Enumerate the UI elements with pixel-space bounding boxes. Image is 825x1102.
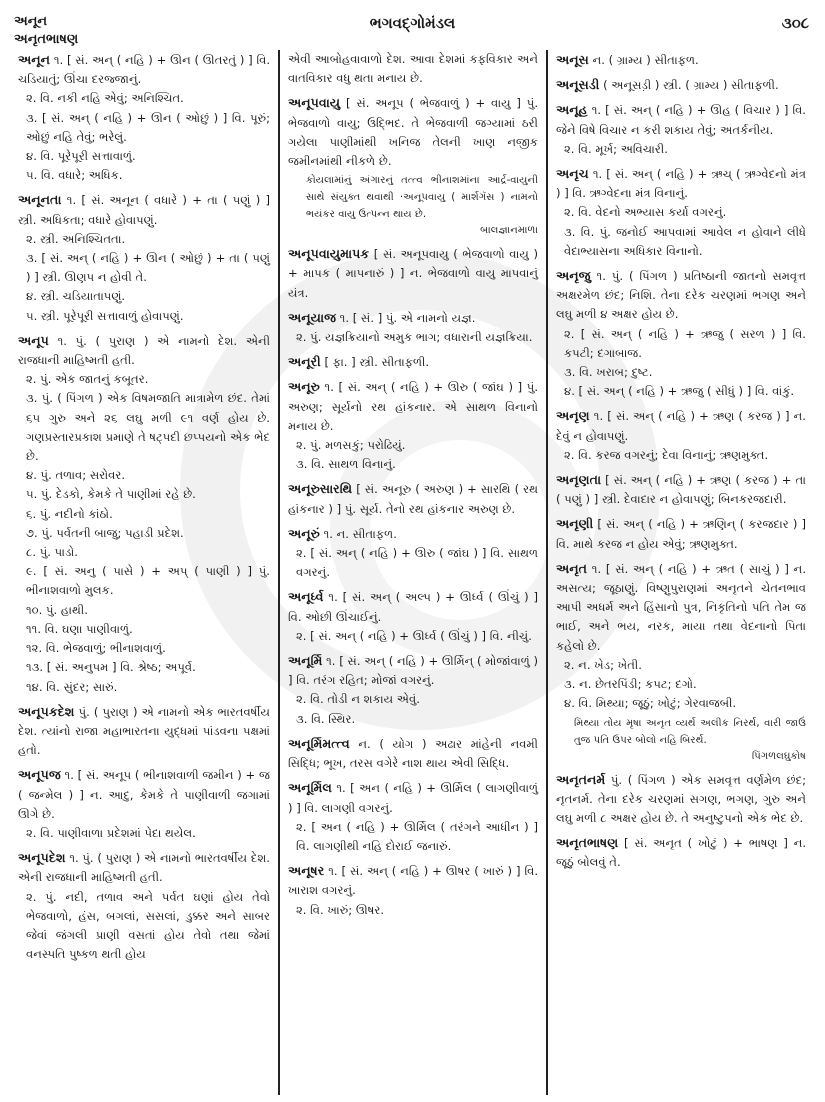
sense-text: ૩. વિ. પું. જનોઈ આપવામાં આવેલ ન હોવાને લીધે વેદાભ્યાસના અધિકાર વિનાનો. xyxy=(564,224,806,258)
sense-text: ૧. [ સં. અન્ ( નહિ ) + ઋચ્ ( ઋગ્વેદનો મંત્ર ) ] વિ. ઋગ્વેદના મંત્ર વિનાનું. xyxy=(556,167,806,201)
entry-headword: અનૂરી xyxy=(288,354,321,370)
sense-text: ૧. [ સં. અન્ ( નહિ ) + ઋત ( સાચું ) ] ન. અસત્ય; જૂઠાણું. વિષ્ણુપુરાણમાં અનૃતને ચેતનભાવ આપી અધર્મ અને હિંસાનો પુત્ર, નિકૃતિનો પતિ તેમ જ ભાઈ, અને ભય, નરક, માયા તથા વેદનાનો પિતા કહેલો છે. xyxy=(556,561,807,653)
sense-text: ન. ( યોગ ) અઢાર માંહેની નવમી સિદ્ધિ; ભૂખ, તરસ વગેરે નાશ થાય એવી સિદ્ધિ. xyxy=(288,736,538,771)
citation-quote: મિથ્યા તોય મૃષા અનૃત વ્યર્થ અલીક નિરર્થ, વારી જાઉં તુજ પતિ ઉપર બોલો નહિ બિરર્થ. xyxy=(574,717,806,746)
entry-sense xyxy=(18,824,270,843)
entry-sense xyxy=(18,287,270,306)
sense-text: ( અનૂસડ઼ી ) સ્ત્રી. ( ગ્રામ્ય ) સીતાફળી. xyxy=(603,78,779,93)
sense-text: [ સં. અનૃત ( ખોટું ) + ભાષણ ] ન. જૂઠું બોલવું તે. xyxy=(556,836,807,870)
sense-text: ૨. પું. નદી, તળાવ અને પર્વત ઘણાં હોય તેવો ભેજવાળો, હંસ, બગલાં, સસલાં, ડુક્કર અને સાબર જેવાં જંગલી પ્રાણી વસતાં હોય તેવો તથા જેમાં વનસ્પતિ પુષ્કળ થતી હોય xyxy=(26,889,270,962)
entry-sense xyxy=(288,352,538,372)
citation-source: બાલજ્ઞાનમાળા xyxy=(480,225,538,237)
dictionary-columns xyxy=(10,50,815,1095)
entry-sense xyxy=(288,778,538,817)
dictionary-entry xyxy=(288,93,538,239)
entry-sense xyxy=(556,446,806,465)
dictionary-entry xyxy=(288,861,538,920)
sense-text: ૨. સ્ત્રી. અનિશ્ચિતતા. xyxy=(26,231,126,246)
sense-text: ૨. વિ. નકી નહિ એવું; અનિશ્ચિત. xyxy=(26,91,184,106)
entry-headword: અનૂષર xyxy=(288,863,325,879)
entry-headword: અનૂપદેશ xyxy=(18,850,66,866)
dictionary-entry xyxy=(556,833,806,872)
sense-text: ૬. પું. નદીનો કાંઠો. xyxy=(26,506,113,521)
sense-text: ૧. [ સં. અન્ ( નહિ ) + ઊન ( ઊતરતું ) ] વિ. ચડિયાતું; ઊંચા દરજ્જાનું. xyxy=(18,53,271,87)
entry-sense xyxy=(288,455,538,474)
sense-text: ૪. વિ. મિથ્યા; જૂઠું; ખોટું; ગેરવાજબી. xyxy=(564,696,737,711)
entry-headword: અનૂર્મિમત્ત્વ xyxy=(288,735,350,751)
column-right xyxy=(546,50,814,1095)
entry-sense xyxy=(18,166,270,185)
sense-text: એવી આબોહવાવાળો દેશ. આવા દેશમાં કફવિકાર અને વાતવિકાર વધુ થતા મનાય છે. xyxy=(288,52,538,86)
entry-sense xyxy=(288,627,538,646)
entry-headword: અનૃચ xyxy=(556,166,589,182)
sense-text: ૧. [ સં. અનૂપ ( ભીનાશવાળી જમીન ) + જ ( જન્મેલ ) ] ન. આદુ, કેમકે તે પાણીવાળી જગામાં ઊગે છે. xyxy=(18,768,270,821)
entry-sense xyxy=(556,363,806,382)
entry-sense xyxy=(18,620,270,639)
dictionary-entry xyxy=(556,770,806,829)
entry-headword: અનૂપ xyxy=(18,332,49,348)
entry-sense xyxy=(18,888,270,965)
sense-text: [ સં. અન્ ( નહિ ) + ઋણિન્ ( કરજદાર ) ] વિ. માથે કરજ ન હોય એવું; ઋણમુક્ત. xyxy=(556,517,806,551)
sense-text: ૨. પું. એક જાતનું કબૂતર. xyxy=(26,372,149,387)
sense-text: ૩. વિ. સાથળ વિનાનું. xyxy=(296,457,396,472)
entry-sense xyxy=(288,710,538,729)
entry-sense xyxy=(288,308,538,328)
dictionary-entry xyxy=(556,514,806,553)
sense-text: ૨. પું. યજ્ઞક્રિયાનો અમુક ભાગ; વધારાની યજ્ઞક્રિયા. xyxy=(296,330,533,345)
page-number: ૩૦૮ xyxy=(781,14,809,32)
entry-sense xyxy=(556,694,806,713)
entry-sense xyxy=(288,690,538,709)
sense-text: [ ફા. ] સ્ત્રી. સીતાફળી. xyxy=(324,355,430,370)
entry-sense xyxy=(288,93,538,171)
entry-sense xyxy=(556,470,806,509)
sense-text: [ સં. અનૂરુ ( અરુણ ) + સારથિ ( રથ હાંકનાર ) ] પું. સૂર્ય. તેનો રથ હાંકનાર અરુણ છે. xyxy=(288,482,538,516)
dictionary-entry xyxy=(556,75,806,95)
entry-sense xyxy=(288,544,538,582)
entry-sense xyxy=(288,901,538,920)
dictionary-entry xyxy=(288,651,538,729)
sense-text: ૧૪. વિ. સુંદર; સારું. xyxy=(26,679,118,694)
entry-headword: અનૃણી xyxy=(556,516,594,532)
sense-text: ન. ( ગ્રામ્ય ) સીતાફળ. xyxy=(592,53,699,67)
entry-sense xyxy=(18,307,270,326)
entry-sense xyxy=(556,406,806,445)
entry-headword: અનૂનતા xyxy=(18,192,62,208)
citation-quote: કોયલામાંનું અંગારનું તત્ત્વ ભીનાશમાંના આર્દ્ર-વાયુની સાથે સંયુક્ત થવાથી ·અનૂપવાયુ ( માર્શગૅસ ) નામનો ભયંકર વાયુ ઉત્પન્ન થાય છે. xyxy=(306,175,538,221)
entry-sense xyxy=(556,833,806,872)
entry-sense xyxy=(18,658,270,677)
dictionary-entry xyxy=(288,244,538,303)
entry-headword: અનૂહ xyxy=(556,102,588,118)
sense-text: ૨. વિ. મૂર્ખ; અવિચારી. xyxy=(564,141,668,156)
entry-sense xyxy=(288,50,538,88)
entry-sense xyxy=(18,848,270,887)
sense-text: ૧. [ સં. અન્ ( અલ્પ ) + ઊર્ધ્વ ( ઊંચું ) ] વિ. ઓછી ઊંચાઈનું. xyxy=(288,590,538,624)
sense-text: ૧. [ સં. અન્ ( નહિ ) + ઊરુ ( જાંઘ ) ] પું. અરુણ; સૂર્યનો રથ હાંકનાર. એ સાથળ વિનાનો મનાય છે. xyxy=(288,380,539,433)
entry-sense xyxy=(18,331,270,370)
entry-headword: અનૂર્મિલ xyxy=(288,780,332,796)
entry-sense xyxy=(288,818,538,856)
entry-sense xyxy=(288,734,538,773)
entry-headword: અનૂરું xyxy=(288,525,320,541)
sense-text: ૧૩. [ સં. અનુપમ ] વિ. શ્રેષ્ઠ; અપૂર્વ. xyxy=(26,660,196,675)
sense-text: ૩. [ સં. અન્ ( નહિ ) + ઊન ( ઓછું ) + તા ( પણું ) ] સ્ત્રી. ઊણપ ન હોવી તે. xyxy=(26,251,270,285)
sense-text: ૨. [ સં. અન્ ( નહિ ) + ઊર્ધ્વ ( ઊંચું ) ] વિ. નીચું. xyxy=(296,628,532,643)
sense-text: ૩. પું. ( પિંગળ ) એક વિષમજાતિ માત્રામેળ છંદ. તેમાં ૬૫ ગુરુ અને ૨૬ લઘુ મળી ૯૧ વર્ણ હોય છે. ગણપ્રસ્તારપ્રકાશ પ્રમાણે તે ષટ્પદી છપ્પયનો એક ભેદ છે. xyxy=(26,391,270,464)
entry-headword: અનૂપકદેશ xyxy=(18,703,75,719)
sense-text: ૭. પું. પર્વતની બાજુ; પહાડી પ્રદેશ. xyxy=(26,525,184,540)
entry-sense xyxy=(18,505,270,524)
dictionary-entry xyxy=(288,587,538,646)
sense-text: ૨. ન. ખેડ; ખેતી. xyxy=(564,657,642,672)
entry-sense xyxy=(556,325,806,363)
column-left xyxy=(10,50,278,1095)
sense-text: ૪. પું. તળાવ; સરોવર. xyxy=(26,468,126,483)
sense-text: ૫. સ્ત્રી. પૂરેપૂરી સત્તાવાળું હોવાપણું. xyxy=(26,308,184,323)
sense-text: ૧૦. પું. હાથી. xyxy=(26,602,88,617)
entry-sense xyxy=(18,89,270,108)
citation-source: પિંગળલઘુકોષ xyxy=(751,750,806,762)
dictionary-entry xyxy=(288,377,538,474)
sense-text: ૧. [ અન ( નહિ ) + ઊર્મિલ ( લાગણીવાળું ) ] વિ. લાગણી વગરનું. xyxy=(288,781,538,815)
dictionary-entry xyxy=(288,308,538,347)
entry-sense xyxy=(18,147,270,166)
entry-sense xyxy=(18,230,270,249)
sense-text: ૨. વિ. કરજ વગરનું; દેવા વિનાનું; ઋણમુક્ત. xyxy=(564,447,769,462)
sense-text: ૫. પું. દેડકો, કેમકે તે પાણીમાં રહે છે. xyxy=(26,487,196,502)
sense-text: ૨. વિ. ખારું; ઊષર. xyxy=(296,902,384,917)
entry-sense xyxy=(556,382,806,401)
entry-sense xyxy=(18,702,270,761)
sense-text: ૧. [ સં. અન્ ( નહિ ) + ઊર્મિન્ ( મોજાંવાળું ) ] વિ. તરંગ રહિત; મોજાં વગરનું. xyxy=(288,654,539,688)
sense-text: ૩. વિ. ખરાબ; દુષ્ટ. xyxy=(564,365,653,380)
sense-text: ૧. [ સં. અન્ ( નહિ ) + ઊહ ( વિચાર ) ] વિ. જેને વિષે વિચાર ન કરી શકાય તેવું; અતર્કનીય. xyxy=(556,103,806,137)
entry-sense xyxy=(288,328,538,347)
entry-sense xyxy=(556,559,806,656)
entry-sense xyxy=(288,524,538,544)
sense-text: ૪. સ્ત્રી. ચડિયાતાપણું. xyxy=(26,289,126,304)
sense-text: ૪. વિ. પૂરેપૂરી સત્તાવાળું. xyxy=(26,149,136,164)
dictionary-entry xyxy=(18,702,270,761)
entry-headword: અનૂરુ xyxy=(288,379,320,395)
entry-headword: અનૂરુસારથિ xyxy=(288,481,353,497)
entry-sense xyxy=(18,765,270,824)
dictionary-entry xyxy=(556,406,806,465)
entry-headword: અનૂપવાયુ xyxy=(288,95,341,111)
entry-sense xyxy=(18,524,270,543)
dictionary-entry xyxy=(288,479,538,518)
entry-sense xyxy=(288,651,538,690)
entry-sense xyxy=(18,639,270,658)
sense-text: ૨. [ સં. અન્ ( નહિ ) + ઋજુ ( સરળ ) ] વિ. કપટી; દગાબાજ. xyxy=(564,326,806,360)
entry-sense xyxy=(556,140,806,159)
sense-text: ૧. [ સં. અનૂન ( વધારે ) + તા ( પણું ) ] સ્ત્રી. અધિકતા; વધારે હોવાપણું. xyxy=(18,193,271,227)
dictionary-entry xyxy=(556,100,806,159)
entry-sense xyxy=(288,244,538,303)
sense-text: [ સં. અનૂપ ( ભેજવાળું ) + વાયુ ] પું. ભેજવાળો વાયુ; ઉદ્ભિદ. તે ભેજવાળી જગ્યામાં ઠરી ગયેલા પાણીમાંથી ખનિજ તેલની ખાણ નજીક જમીનમાંથી નીકળે છે. xyxy=(288,96,539,169)
entry-sense xyxy=(288,377,538,436)
entry-sense xyxy=(18,249,270,287)
sense-text: પું. ( પિંગળ ) એક સમવૃત્ત વર્ણમેળ છંદ; નૃતનર્મ. તેના દરેક ચરણમાં સગણ, ભગણ, ગુરુ અને લઘુ મળી ૮ અક્ષર હોય છે. તે અનુષ્ટુપનો એક ભેદ છે. xyxy=(556,772,806,825)
dictionary-entry xyxy=(288,734,538,773)
dictionary-entry xyxy=(556,470,806,509)
book-title: ભગવદ્ગોમંડલ xyxy=(369,14,456,32)
dictionary-entry xyxy=(556,266,806,401)
entry-sense xyxy=(18,466,270,485)
entry-sense xyxy=(556,203,806,222)
sense-text: ૯. [ સં. અનુ ( પાસે ) + અપ્ ( પાણી ) ] પું. ભીનાશવાળો મુલક. xyxy=(26,564,270,598)
sense-text: ૩. ન. છેતરપિંડી; કપટ; દગો. xyxy=(564,677,697,692)
entry-sense xyxy=(556,164,806,203)
entry-sense xyxy=(18,678,270,697)
sense-text: ૧. [ સં. ] પું. એ નામનો યજ્ઞ. xyxy=(339,310,476,325)
sense-text: ૩. [ સં. અન્ ( નહિ ) + ઊન ( ઓછું ) ] વિ. પૂરું; ઓછું નહિ તેવું; ભરેલું. xyxy=(26,110,270,144)
dictionary-entry xyxy=(18,331,270,697)
entry-sense xyxy=(288,436,538,455)
entry-sense xyxy=(556,514,806,553)
sense-text: ૧. ન. સીતાફળ. xyxy=(323,526,397,541)
entry-sense xyxy=(288,587,538,626)
entry-sense xyxy=(556,100,806,139)
page-header xyxy=(0,8,825,50)
dictionary-entry xyxy=(288,50,538,88)
sense-text: ૧. પું. ( પુરાણ ) એ નામનો દેશ. એની રાજધાની માહિષ્મતી હતી. xyxy=(18,333,271,368)
entry-sense xyxy=(288,861,538,900)
entry-sense xyxy=(18,601,270,620)
guide-word-first: અનૂન xyxy=(14,14,48,29)
sense-text: ૨. પું. મળસકું; પરોઢિયું. xyxy=(296,438,406,453)
dictionary-entry xyxy=(18,50,270,185)
sense-text: ૫. વિ. વધારે; અધિક. xyxy=(26,168,123,183)
dictionary-entry xyxy=(18,190,270,325)
entry-headword: અનૂપવાયુમાપક xyxy=(288,246,370,262)
sense-text: પું. ( પુરાણ ) એ નામનો એક ભારતવર્ષીય દેશ. ત્યાંનો રાજા મહાભારતના યુદ્ધમાં પાંડવના પક્ષમાં હતો. xyxy=(18,704,270,758)
sense-text: ૨. વિ. તોડી ન શકાય એવું. xyxy=(296,692,420,707)
sense-text: ૧૨. વિ. ભેજવાળું; ભીનાશવાળું. xyxy=(26,641,166,656)
sense-text: ૧૧. વિ. ઘણા પાણીવાળું. xyxy=(26,621,133,636)
entry-sense xyxy=(18,50,270,89)
entry-headword: અનૂસડી xyxy=(556,77,600,93)
entry-headword: અનૂર્મિ xyxy=(288,653,323,669)
entry-headword: અનૂયાજ xyxy=(288,309,336,325)
entry-sense xyxy=(556,675,806,694)
dictionary-entry xyxy=(18,848,270,964)
entry-sense xyxy=(18,109,270,147)
sense-text: ૮. પું. પાડો. xyxy=(26,545,78,560)
dictionary-entry xyxy=(556,164,806,261)
entry-sense xyxy=(556,770,806,829)
entry-headword: અનૃતનર્મ xyxy=(556,771,606,787)
entry-headword: અનૃતભાષણ xyxy=(556,835,619,851)
dictionary-entry xyxy=(556,559,806,765)
dictionary-entry xyxy=(288,778,538,856)
entry-headword: અનૃત xyxy=(556,560,588,576)
entry-headword: અનૂસ xyxy=(556,52,589,67)
entry-sense xyxy=(288,479,538,518)
sense-text: ૧. [ સં. અન્ ( નહિ ) + ઊષર ( ખારું ) ] વિ. ખારાશ વગરનું. xyxy=(288,864,539,898)
entry-sense xyxy=(556,223,806,261)
entry-sense xyxy=(18,562,270,600)
sense-text: ૨. વિ. વેદનો અભ્યાસ કર્યા વગરનું. xyxy=(564,205,727,220)
entry-sense xyxy=(18,543,270,562)
entry-headword: અનૃણ xyxy=(556,408,590,424)
entry-sense xyxy=(556,266,806,325)
entry-headword: અનૂર્ધ્વ xyxy=(288,589,324,605)
entry-sense xyxy=(18,485,270,504)
entry-headword: અનૂપજ xyxy=(18,767,61,783)
sense-text: ૨. [ અન ( નહિ ) + ઊર્મિલ ( તરંગને આધીન ) ] વિ. લાગણીથી નહિ દોરાઈ જનારું. xyxy=(296,819,538,853)
sense-text: ૧. [ સં. અન્ ( નહિ ) + ઋણ ( કરજ ) ] ન. દેવું ન હોવાપણું. xyxy=(556,409,806,443)
entry-headword: અનૂન xyxy=(18,52,51,67)
guide-word-last: અનૃતભાષણ xyxy=(14,32,79,47)
entry-sense xyxy=(556,75,806,95)
entry-sense xyxy=(18,389,270,466)
dictionary-entry xyxy=(556,50,806,70)
sense-text: [ સં. અનૂપવાયુ ( ભેજવાળો વાયુ ) + માપક ( માપનારું ) ] ન. ભેજવાળો વાયુ માપવાનું યંત્ર. xyxy=(288,247,538,300)
dictionary-entry xyxy=(288,352,538,372)
sense-text: ૧. પું. ( પિંગળ ) પ્રતિષ્ઠાની જાતનો સમવૃત્ત અક્ષરમેળ છંદ; નિશિ. તેના દરેક ચરણમાં ભગણ અને લઘુ મળી ૪ અક્ષર હોય છે. xyxy=(556,269,806,322)
sense-text: ૨. [ સં. અન્ ( નહિ ) + ઊરુ ( જાંઘ ) ] વિ. સાથળ વગરનું. xyxy=(296,546,538,580)
dictionary-entry xyxy=(288,524,538,583)
sense-text: ૩. વિ. સ્થિર. xyxy=(296,711,356,726)
sense-text: ૧. પું. ( પુરાણ ) એ નામનો ભારતવર્ષીય દેશ. એની રાજધાની માહિષ્મતી હતી. xyxy=(18,851,270,885)
column-middle xyxy=(278,50,546,1095)
entry-sense xyxy=(18,190,270,229)
entry-headword: અનૃણતા xyxy=(556,472,602,488)
sense-text: ૨. વિ. પાણીવાળા પ્રદેશમાં પેદા થયેલ. xyxy=(26,825,196,840)
entry-sense xyxy=(556,50,806,70)
entry-headword: અનૃજુ xyxy=(556,268,591,284)
sense-text: [ સં. અન્ ( નહિ ) + ઋણ ( કરજ ) + તા ( પણું ) ] સ્ત્રી. દેવાદાર ન હોવાપણું; બિનકરજદારી. xyxy=(556,473,806,507)
entry-sense xyxy=(18,370,270,389)
entry-sense xyxy=(556,656,806,675)
sense-text: ૪. [ સં. અન્ ( નહિ ) + ઋજુ ( સીધું ) ] વિ. વાંકું. xyxy=(564,384,795,399)
dictionary-entry xyxy=(18,765,270,843)
